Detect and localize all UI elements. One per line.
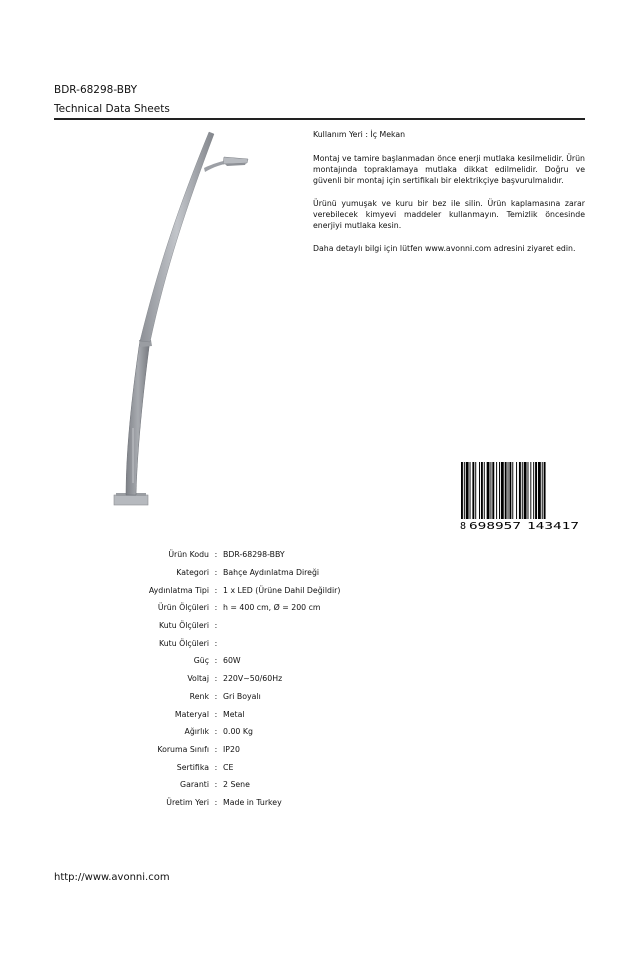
- spec-label: Aydınlatma Tipi: [148, 585, 209, 595]
- spec-row: [54, 634, 585, 652]
- barcode-bar: [533, 462, 534, 519]
- spec-separator: :: [214, 550, 218, 560]
- spec-label: Üretim Yeri: [166, 797, 209, 807]
- spec-label: Garanti: [180, 780, 209, 790]
- spec-label: Ürün Kodu: [168, 550, 209, 560]
- spec-value: 1 x LED (Ürüne Dahil Değildir): [223, 585, 341, 595]
- spec-row: [54, 670, 585, 688]
- spec-value: Metal: [223, 709, 245, 719]
- spec-value: h = 400 cm, Ø = 200 cm: [223, 603, 321, 613]
- spec-separator: :: [214, 568, 218, 578]
- spec-row: [54, 794, 585, 812]
- spec-label: Ağırlık: [184, 727, 209, 737]
- spec-row: [54, 599, 585, 617]
- spec-row: [54, 581, 585, 599]
- spec-label: Kutu Ölçüleri: [158, 621, 209, 631]
- barcode-digit-first: 8: [460, 521, 467, 532]
- spec-table: [54, 546, 585, 811]
- spec-value: 0.00 Kg: [223, 727, 253, 737]
- spec-value: 2 Sene: [223, 780, 250, 790]
- spec-row: [54, 758, 585, 776]
- spec-separator: :: [214, 727, 218, 737]
- spec-value: Gri Boyalı: [223, 691, 261, 701]
- barcode-bar: [519, 462, 521, 519]
- spec-row: [54, 688, 585, 706]
- spec-separator: :: [214, 762, 218, 772]
- spec-value: CE: [223, 762, 234, 772]
- spec-separator: :: [214, 674, 218, 684]
- spec-value: 60W: [223, 656, 241, 666]
- barcode-bar: [464, 462, 465, 519]
- spec-value: 220V~50/60Hz: [223, 674, 283, 684]
- spec-row: [54, 741, 585, 759]
- spec-label: Koruma Sınıfı: [157, 744, 209, 754]
- spec-separator: :: [214, 780, 218, 790]
- website-notice: Daha detaylı bilgi için lütfen www.avonni.com adresini ziyaret edin.: [313, 244, 576, 253]
- street-lamp-pole-image: [100, 128, 260, 512]
- barcode: [459, 462, 585, 532]
- spec-separator: :: [214, 638, 218, 648]
- barcode-bar: [512, 462, 513, 519]
- spec-label: Ürün Ölçüleri: [157, 603, 209, 613]
- barcode-bar: [528, 462, 529, 519]
- barcode-bar: [538, 462, 541, 519]
- barcode-bar: [508, 462, 509, 519]
- spec-row: [54, 723, 585, 741]
- barcode-bar: [530, 462, 531, 519]
- spec-separator: :: [214, 709, 218, 719]
- barcode-bar: [461, 462, 463, 519]
- spec-row: [54, 776, 585, 794]
- installation-warning: Montaj ve tamire başlanmadan önce enerji mutlaka kesilmelidir. Ürün montajında topraklamaya mutlaka dikkat edilmelidir. Doğru ve güvenli bir montaj için sertifikalı bir elektrikçiye başvurulmalıdır.: [313, 154, 585, 185]
- product-code-heading: BDR-68298-BBY: [54, 84, 138, 96]
- spec-separator: :: [214, 656, 218, 666]
- barcode-bar: [481, 462, 483, 519]
- barcode-bar: [509, 462, 511, 519]
- barcode-digits-left: 698957: [469, 521, 521, 532]
- spec-row: [54, 617, 585, 635]
- spec-row: [54, 564, 585, 582]
- barcode-bar: [487, 462, 490, 519]
- spec-label: Güç: [193, 656, 209, 666]
- spec-separator: :: [214, 691, 218, 701]
- spec-value: Made in Turkey: [223, 797, 282, 807]
- barcode-bar: [524, 462, 527, 519]
- spec-row: [54, 546, 585, 564]
- spec-label: Kutu Ölçüleri: [158, 638, 209, 648]
- barcode-digits-right: 143417: [527, 521, 579, 532]
- barcode-bar: [505, 462, 507, 519]
- spec-separator: :: [214, 621, 218, 631]
- document-title: Technical Data Sheets: [54, 103, 170, 115]
- spec-label: Renk: [189, 691, 209, 701]
- spec-separator: :: [214, 603, 218, 613]
- spec-separator: :: [214, 585, 218, 595]
- barcode-bar: [542, 462, 543, 519]
- barcode-bar: [472, 462, 474, 519]
- cleaning-instructions: Ürünü yumuşak ve kuru bir bez ile silin. Ürün kaplamasına zarar verebilecek kimyevi maddeler kullanmayın. Temizlik öncesinde enerjiyi mutlaka kesin.: [313, 199, 585, 230]
- spec-row: [54, 652, 585, 670]
- barcode-bar: [492, 462, 494, 519]
- barcode-bar: [475, 462, 476, 519]
- spec-label: Kategori: [176, 568, 209, 578]
- barcode-bar: [490, 462, 491, 519]
- spec-label: Voltaj: [187, 674, 209, 684]
- spec-value: BDR-68298-BBY: [223, 550, 285, 560]
- barcode-bar: [479, 462, 480, 519]
- barcode-bar: [496, 462, 497, 519]
- spec-separator: :: [214, 797, 218, 807]
- barcode-bar: [499, 462, 500, 519]
- spec-separator: :: [214, 744, 218, 754]
- barcode-bar: [466, 462, 469, 519]
- spec-value: Bahçe Aydınlatma Direği: [223, 568, 320, 578]
- barcode-bar: [544, 462, 546, 519]
- header-divider: [54, 118, 585, 120]
- barcode-bar: [535, 462, 537, 519]
- barcode-bar: [470, 462, 471, 519]
- barcode-bar: [501, 462, 504, 519]
- spec-label: Materyal: [174, 709, 209, 719]
- spec-label: Sertifika: [176, 762, 209, 772]
- website-link[interactable]: http://www.avonni.com: [54, 872, 170, 883]
- info-text-block: [313, 129, 585, 266]
- barcode-bar: [522, 462, 523, 519]
- spec-value: IP20: [223, 744, 240, 754]
- barcode-bar: [516, 462, 517, 519]
- usage-location: Kullanım Yeri : İç Mekan: [313, 130, 406, 139]
- barcode-bars: [461, 462, 546, 519]
- spec-row: [54, 705, 585, 723]
- barcode-bar: [484, 462, 485, 519]
